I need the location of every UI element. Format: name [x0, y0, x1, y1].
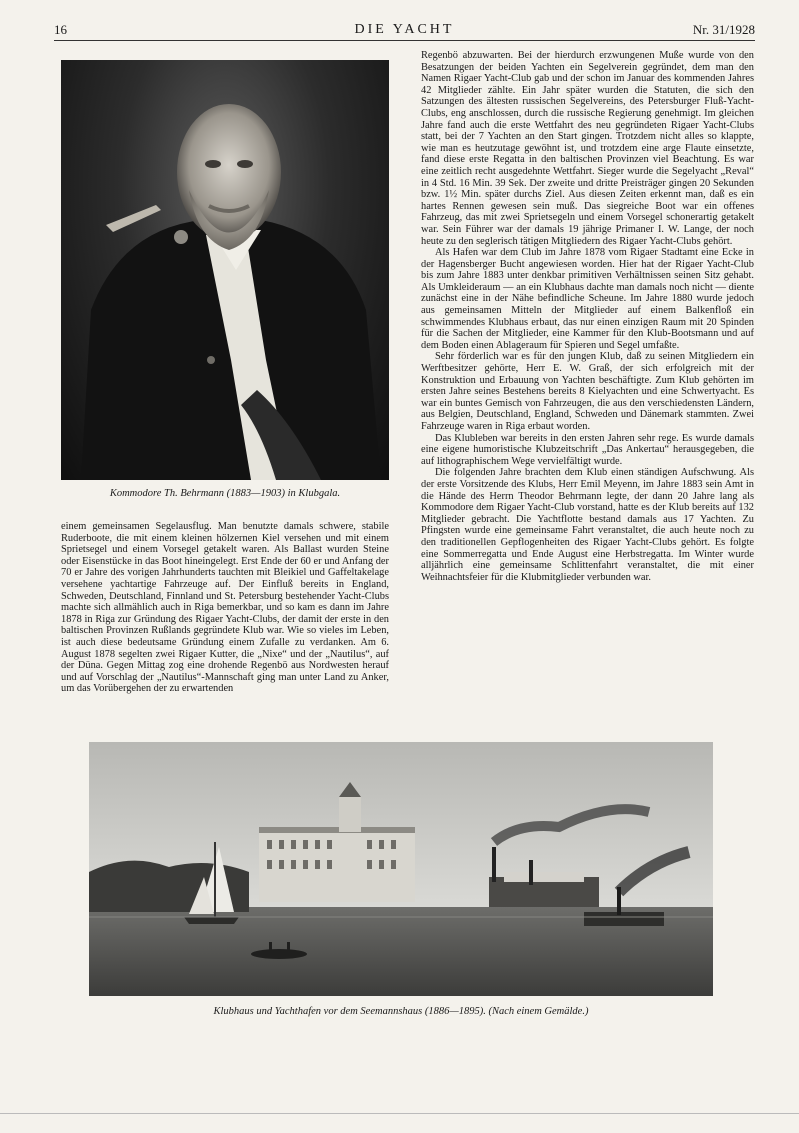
portrait-photo [61, 60, 389, 480]
page-header [54, 22, 755, 42]
article-column-left [61, 521, 389, 728]
paragraph: Das Klubleben war bereits in den ersten Jahren sehr rege. Es wurde damals eine eigene humoristische Klubzeitschrift „Das Ankertau“ herausgegeben, die auf lithographischem Wege vervielfältigt wurde. [421, 432, 754, 467]
portrait-caption: Kommodore Th. Behrmann (1883—1903) in Klubgala. [109, 488, 341, 499]
paragraph: Die folgenden Jahre brachten dem Klub einen ständigen Aufschwung. Als der erste Vorsitzende des Klubs, Herr Emil Meyenn, im Jahre 1883 sein Amt in die Hände des Herrn Theodor Behrmann legte, der dann 20 Jahre lang als Kommodore dem Rigaer Yacht-Club vorstand, hatte es der Klub bereits auf 132 Mitglieder gebracht. Die Yachtflotte bestand damals aus 17 Yachten. Zu Pfingsten wurde eine gemeinsame Fahrt veranstaltet, die auch heute noch zu den traditionellen Gepflogenheiten des Rigaer Yacht-Clubs gehört. Es folgte eine Sommerregatta und Ende August eine Herbstregatta. Im Winter wurde alljährlich eine gemeinsame Schlittenfahrt veranstaltet, die mit einer Weihnachtsfeier für die Klubmitglieder verbunden war. [421, 467, 754, 583]
paragraph: Als Hafen war dem Club im Jahre 1878 vom Rigaer Stadtamt eine Ecke in der Hagensberger Bucht angewiesen worden. Hier hat der Rigaer Yacht-Club bis zum Jahre 1883 unter denkbar primitiven Verhältnissen seinen Sitz gehabt. Als Umkleideraum — an ein Klubhaus dachte man damals noch nicht — diente zunächst eine in der Nähe befindliche Scheune. Im Jahre 1880 wurde jedoch aus gemeinsamen Mitteln der Mitglieder auf einem Balkenfloß ein schwimmendes Klubhaus erbaut, das nur einen einzigen Raum mit 20 Spinden für die Sachen der Mitglieder, eine Kammer für den Klub-Bootsmann und auf dem Boden einen Ablageraum für Spieren und Segel umfaßte. [421, 247, 754, 351]
page-bottom-edge [0, 1113, 799, 1114]
page-number: 16 [54, 22, 67, 37]
magazine-title: DIE YACHT [354, 22, 455, 37]
article-column-right [421, 50, 754, 728]
issue-number: Nr. 31/1928 [692, 22, 755, 37]
painting-caption: Klubhaus und Yachthafen vor dem Seemannshaus (1886—1895). (Nach einem Gemälde.) [213, 1006, 589, 1017]
header-rule [54, 40, 755, 41]
painting-image [89, 742, 713, 996]
paragraph: Regenbö abzuwarten. Bei der hierdurch erzwungenen Muße wurde von den Besatzungen der beiden Yachten ein Segelverein gegründet, dem man den Namen Rigaer Yacht-Club gab und der schon im Januar des kommenden Jahres 42 Mitglieder zählte. Ein Jahr später wurden die Statuten, die sich den Satzungen des ältesten russischen Segelvereins, des Petersburger Fluß-Yacht-Clubs, eng anschlossen, durch die russische Regierung genehmigt. Im gleichen Jahre fand auch die erste Wettfahrt des neu gegründeten Rigaer Yacht-Clubs statt, bei der 7 Yachten an den Start gingen. Trotzdem nicht alles so klappte, wie man es heutzutage gewöhnt ist, und trotzdem eine arge Flaute einsetzte, fand diese erste Regatta in den baltischen Provinzen viel Beachtung. Es war eine zeitlich recht ausgedehnte Wettfahrt. Sieger wurde die Segelyacht „Reval“ in 4 Std. 16 Min. 39 Sek. Der zweite und dritte Preisträger gingen 20 Sekunden bzw. 1½ Min. später durchs Ziel. Aus diesen Zeiten erkennt man, daß es ein hartes Rennen gewesen sein muß. Das siegreiche Boot war ein offenes Fahrzeug, das mit zwei Sprietsegeln und einem Vorsegel schonerartig getakelt war. Sein Führer war der damals 19 jährige Primaner I. W. Lange, der noch heute zu den seglerisch tätigen Mitgliedern des Rigaer Yacht-Clubs gehört. [421, 50, 754, 247]
paragraph: einem gemeinsamen Segelausflug. Man benutzte damals schwere, stabile Ruderboote, die mit einem kleinen hölzernen Kiel versehen und mit einem Sprietsegel und einem Vorsegel getakelt waren. Als Ballast wurden Steine oder Eisenstücke in das Boot hineingelegt. Erst Ende der 60 er und Anfang der 70 er Jahre des vorigen Jahrhunderts tauchten mit Bleikiel und Gaffeltakelage versehene yachtartige Fahrzeuge auf. Der Einfluß bereits in England, Schweden, Deutschland, Finnland und St. Petersburg bestehender Yacht-Clubs machte sich allmählich auch in Riga bemerkbar, und so kam es dann im Jahre 1878 in Riga zur Gründung des Rigaer Yacht-Clubs, der damit der erste in den baltischen Provinzen Rußlands gegründete Klub war. Wie so vieles im Leben, ist auch diese bedeutsame Gründung einem Zufalle zu verdanken. Am 6. August 1878 segelten zwei Rigaer Kutter, die „Nixe“ und der „Nautilus“, auf der Düna. Gegen Mittag zog eine drohende Regenbö aus Nordwesten herauf und auf Vorschlag der „Nautilus“-Mannschaft ging man unter Land zu Anker, um das Vorübergehen der zu erwartenden [61, 521, 389, 695]
portrait-image [61, 60, 389, 480]
harbour-painting [89, 742, 713, 996]
paragraph: Sehr förderlich war es für den jungen Klub, daß zu seinen Mitgliedern ein Werftbesitzer gehörte, Herr E. W. Graß, der sich erfolgreich mit der Konstruktion und Erbauung von Yachten beschäftigte. Zum Klub gehörten im ersten Jahre seines Bestehens bereits 8 Kielyachten und eine Schwertyacht. Es war ein buntes Gemisch von Fahrzeugen, die aus den verschiedensten Ländern, aus Belgien, Deutschland, England, Schweden und Dänemark stammten. Zwei Fahrzeuge waren in Riga erbaut worden. [421, 351, 754, 432]
